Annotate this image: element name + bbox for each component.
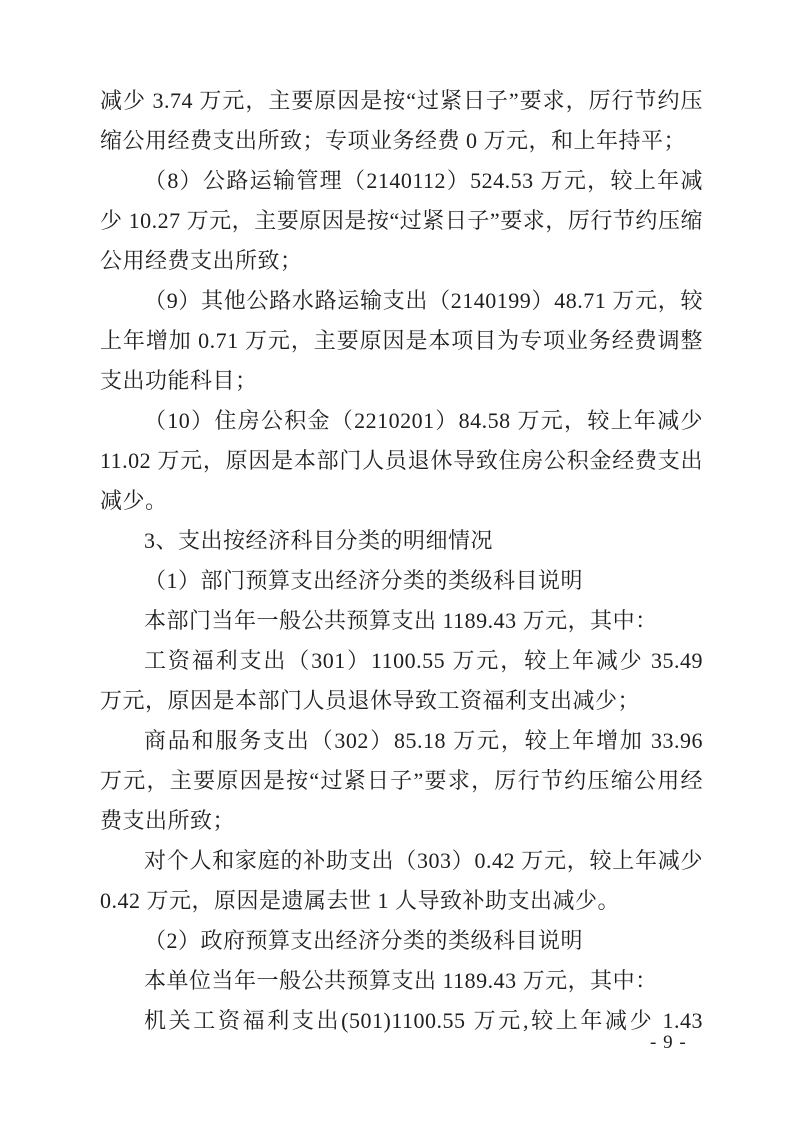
- page-number: - 9 -: [650, 1032, 687, 1053]
- paragraph-unit-total-budget: 本单位当年一般公共预算支出 1189.43 万元，其中：: [144, 968, 658, 993]
- paragraph-wage-welfare-301: 工资福利支出（301）1100.55 万元，较上年减少 35.49 万元，原因是本部门人员退休导致工资福利支出减少；: [100, 648, 703, 713]
- heading-sub-1-department-budget-category: （1）部门预算支出经济分类的类级科目说明: [144, 568, 584, 593]
- heading-section-3-expenditure-by-economic-category: 3、支出按经济科目分类的明细情况: [144, 528, 494, 553]
- paragraph-goods-services-302: 商品和服务支出（302）85.18 万元，较上年增加 33.96 万元，主要原因是按“过紧日子”要求，厉行节约压缩公用经费支出所致；: [100, 728, 703, 833]
- heading-sub-2-government-budget-category: （2）政府预算支出经济分类的类级科目说明: [144, 928, 584, 953]
- paragraph-individual-family-subsidy-303: 对个人和家庭的补助支出（303）0.42 万元，较上年减少 0.42 万元，原因是遗属去世 1 人导致补助支出减少。: [100, 848, 703, 913]
- paragraph-continuation-from-previous-page: 减少 3.74 万元，主要原因是按“过紧日子”要求，厉行节约压缩公用经费支出所致；专项业务经费 0 万元，和上年持平；: [100, 88, 703, 153]
- document-body: [100, 81, 703, 1041]
- paragraph-item-10-housing-fund: （10）住房公积金（2210201）84.58 万元，较上年减少 11.02 万元，原因是本部门人员退休导致住房公积金经费支出减少。: [100, 408, 703, 513]
- paragraph-agency-wage-welfare-501: 机关工资福利支出(501)1100.55 万元,较上年减少 1.43: [144, 1008, 703, 1033]
- paragraph-department-total-budget: 本部门当年一般公共预算支出 1189.43 万元，其中：: [144, 608, 658, 633]
- paragraph-item-8-highway-transport-management: （8）公路运输管理（2140112）524.53 万元，较上年减少 10.27 万元，主要原因是按“过紧日子”要求，厉行节约压缩公用经费支出所致；: [100, 168, 703, 273]
- paragraph-item-9-other-road-water-transport: （9）其他公路水路运输支出（2140199）48.71 万元，较上年增加 0.71 万元，主要原因是本项目为专项业务经费调整支出功能科目；: [100, 288, 703, 393]
